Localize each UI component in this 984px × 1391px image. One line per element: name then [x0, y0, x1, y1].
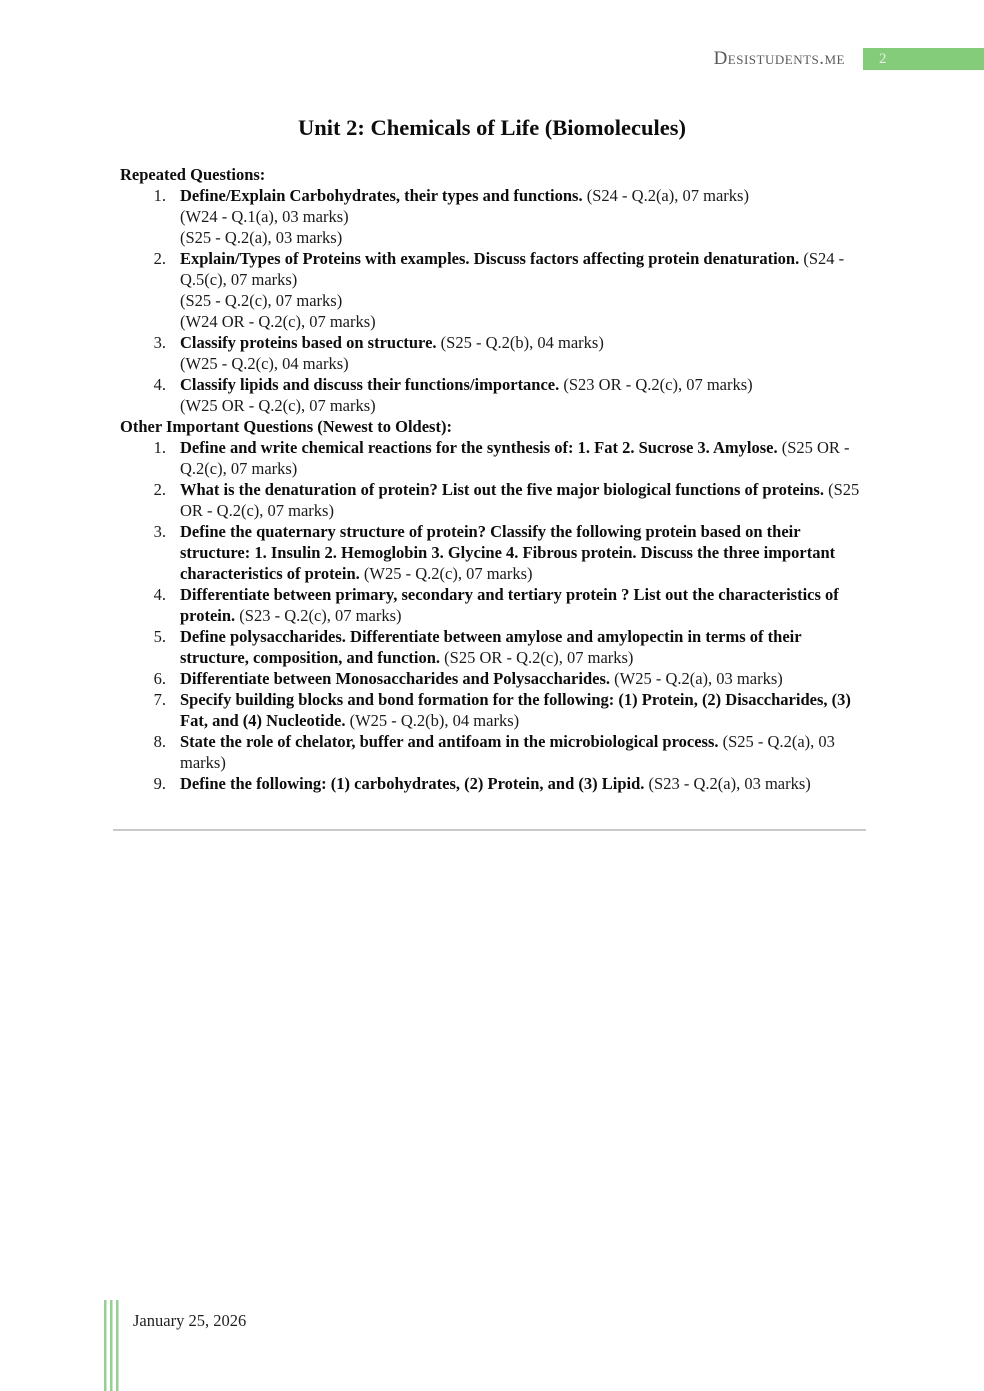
question-item [120, 479, 868, 521]
question-ref-extra: (S25 - Q.2(a), 03 marks) [180, 228, 343, 247]
question-ref: (S25 OR - Q.2(c), 07 marks) [180, 438, 850, 478]
question-ref: (S24 - Q.2(a), 07 marks) [582, 186, 749, 205]
question-item [120, 332, 868, 374]
question-item [120, 773, 868, 794]
footer-date: January 25, 2026 [133, 1311, 247, 1330]
question-body [180, 626, 868, 668]
question-body [180, 332, 868, 374]
question-ref: (S23 - Q.2(c), 07 marks) [235, 606, 402, 625]
question-body [180, 668, 868, 689]
question-ref-extra: (S25 - Q.2(c), 07 marks) [180, 291, 343, 310]
question-body [180, 248, 868, 332]
question-ref: (W25 - Q.2(a), 03 marks) [610, 669, 783, 688]
question-ref: (S25 - Q.2(a), 03 marks) [180, 732, 835, 772]
page-title: Unit 2: Chemicals of Life (Biomolecules) [297, 115, 687, 140]
question-number: 6. [153, 669, 166, 688]
question-text: Differentiate between Monosaccharides and Polysaccharides. [180, 669, 611, 688]
question-ref-extra: (W24 - Q.1(a), 03 marks) [180, 207, 349, 226]
question-item [120, 185, 868, 248]
question-number: 3. [153, 522, 166, 541]
question-number: 2. [153, 480, 166, 499]
question-text: Define and write chemical reactions for the synthesis of: 1. Fat 2. Sucrose 3. Amylose. [180, 438, 778, 457]
question-number: 2. [153, 249, 166, 268]
question-body [180, 773, 868, 794]
question-text: Define the quaternary structure of protein? Classify the following protein based on their structure: 1. Insulin 2. Hemoglobin 3. Glycine 4. Fibrous protein. Discuss the three important characteristics of protein. [180, 522, 836, 583]
question-text: What is the denaturation of protein? List out the five major biological functions of proteins. [180, 480, 824, 499]
question-number: 3. [153, 333, 166, 352]
question-text: Define the following: (1) carbohydrates, (2) Protein, and (3) Lipid. [180, 774, 645, 793]
question-text: Classify proteins based on structure. [180, 333, 437, 352]
question-ref: (S23 OR - Q.2(c), 07 marks) [559, 375, 753, 394]
section-heading: Repeated Questions: [120, 165, 266, 184]
question-number: 4. [153, 585, 166, 604]
question-list [120, 185, 868, 416]
question-number: 1. [153, 438, 166, 457]
question-number: 9. [153, 774, 166, 793]
question-ref-extra: (W25 - Q.2(c), 04 marks) [180, 354, 349, 373]
question-ref: (S25 OR - Q.2(c), 07 marks) [180, 480, 860, 520]
question-body [180, 584, 868, 626]
question-item [120, 437, 868, 479]
question-text: Differentiate between primary, secondary and tertiary protein ? List out the characteristics of protein. [180, 585, 839, 625]
question-item [120, 689, 868, 731]
question-body [180, 731, 868, 773]
question-ref-extra: (W24 OR - Q.2(c), 07 marks) [180, 312, 376, 331]
question-ref-extra: (W25 OR - Q.2(c), 07 marks) [180, 396, 376, 415]
questions-content [120, 164, 868, 794]
question-number: 1. [153, 186, 166, 205]
question-ref: (S25 OR - Q.2(c), 07 marks) [440, 648, 634, 667]
section-heading: Other Important Questions (Newest to Oldest): [120, 417, 452, 436]
question-item [120, 668, 868, 689]
question-ref: (S23 - Q.2(a), 03 marks) [644, 774, 811, 793]
question-ref: (W25 - Q.2(c), 07 marks) [359, 564, 533, 583]
question-text: Specify building blocks and bond formation for the following: (1) Protein, (2) Disaccharides, (3) Fat, and (4) Nucleotide. [180, 690, 851, 730]
question-body [180, 689, 868, 731]
question-body [180, 437, 868, 479]
question-text: Classify lipids and discuss their functions/importance. [180, 375, 560, 394]
question-text: Define/Explain Carbohydrates, their types and functions. [180, 186, 583, 205]
question-body [180, 521, 868, 584]
question-item [120, 521, 868, 584]
site-name: Desistudents.me [713, 48, 845, 69]
question-list [120, 437, 868, 794]
footer-accent-bars [104, 1300, 119, 1391]
question-item [120, 731, 868, 773]
page-number-badge: 2 [863, 48, 984, 70]
question-item [120, 248, 868, 332]
section-divider [113, 829, 866, 831]
question-number: 7. [153, 690, 166, 709]
question-item [120, 626, 868, 668]
question-item [120, 584, 868, 626]
question-text: Explain/Types of Proteins with examples. Discuss factors affecting protein denaturation. [180, 249, 800, 268]
question-text: State the role of chelator, buffer and antifoam in the microbiological process. [180, 732, 719, 751]
question-number: 4. [153, 375, 166, 394]
question-number: 5. [153, 627, 166, 646]
question-text: Define polysaccharides. Differentiate between amylose and amylopectin in terms of their structure, composition, and function. [180, 627, 802, 667]
question-body [180, 185, 868, 248]
question-ref: (W25 - Q.2(b), 04 marks) [345, 711, 520, 730]
question-body [180, 374, 868, 416]
question-number: 8. [153, 732, 166, 751]
question-item [120, 374, 868, 416]
question-ref: (S25 - Q.2(b), 04 marks) [436, 333, 604, 352]
question-body [180, 479, 868, 521]
question-ref: (S24 - Q.5(c), 07 marks) [180, 249, 845, 289]
